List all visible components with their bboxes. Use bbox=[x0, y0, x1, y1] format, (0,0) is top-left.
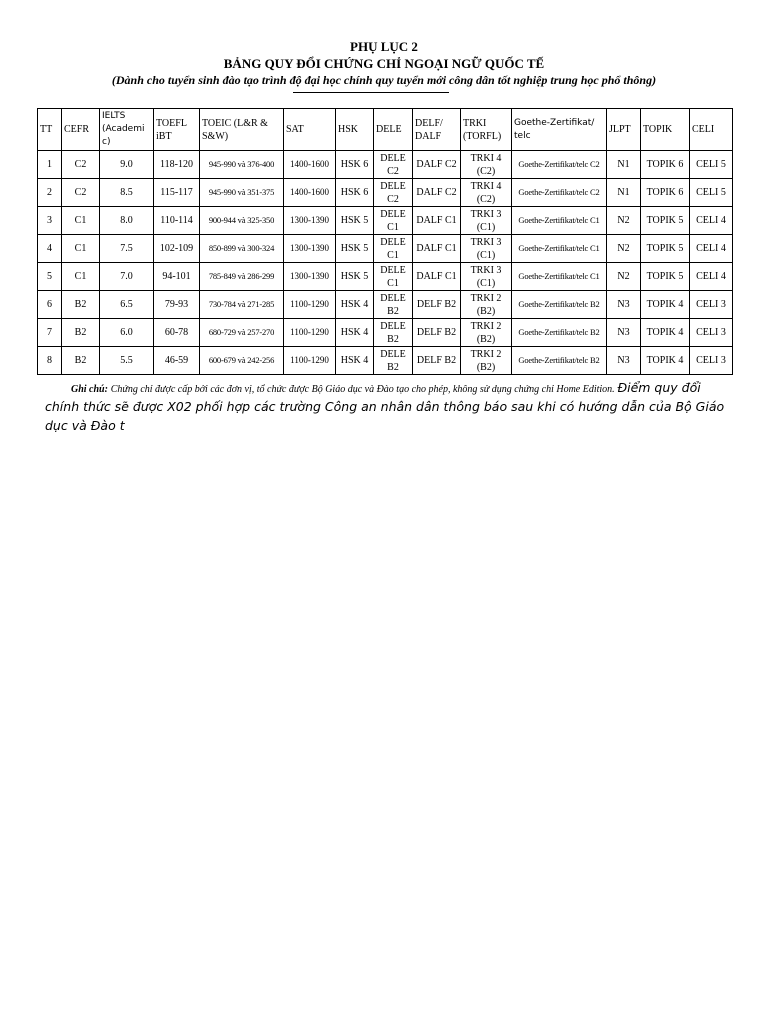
table-cell: 5.5 bbox=[100, 347, 154, 375]
table-cell: C2 bbox=[62, 151, 100, 179]
column-header: CEFR bbox=[62, 109, 100, 151]
table-cell: C2 bbox=[62, 179, 100, 207]
table-cell: DELE C2 bbox=[374, 151, 413, 179]
column-header: TOPIK bbox=[641, 109, 690, 151]
table-cell: 1400-1600 bbox=[284, 179, 336, 207]
table-cell: Goethe-Zertifikat/telc B2 bbox=[512, 291, 607, 319]
table-cell: 1100-1290 bbox=[284, 291, 336, 319]
table-cell: 1300-1390 bbox=[284, 235, 336, 263]
table-cell: 1100-1290 bbox=[284, 319, 336, 347]
table-cell: HSK 6 bbox=[336, 151, 374, 179]
table-cell: CELI 3 bbox=[690, 291, 733, 319]
table-cell: 8 bbox=[38, 347, 62, 375]
table-cell: N3 bbox=[607, 319, 641, 347]
table-cell: CELI 5 bbox=[690, 151, 733, 179]
table-cell: TOPIK 6 bbox=[641, 179, 690, 207]
table-cell: 8.5 bbox=[100, 179, 154, 207]
table-cell: Goethe-Zertifikat/telc C2 bbox=[512, 151, 607, 179]
table-cell: DALF C1 bbox=[413, 207, 461, 235]
table-cell: 945-990 và 351-375 bbox=[200, 179, 284, 207]
table-cell: 5 bbox=[38, 263, 62, 291]
table-cell: B2 bbox=[62, 291, 100, 319]
table-cell: HSK 5 bbox=[336, 263, 374, 291]
footnote bbox=[45, 379, 725, 436]
table-cell: TRKI 3 (C1) bbox=[461, 207, 512, 235]
table-cell: CELI 4 bbox=[690, 207, 733, 235]
table-cell: DELE B2 bbox=[374, 347, 413, 375]
table-cell: 1300-1390 bbox=[284, 263, 336, 291]
table-cell: HSK 4 bbox=[336, 319, 374, 347]
table-cell: 1100-1290 bbox=[284, 347, 336, 375]
table-cell: N3 bbox=[607, 347, 641, 375]
table-cell: CELI 3 bbox=[690, 319, 733, 347]
table-cell: C1 bbox=[62, 263, 100, 291]
table-cell: TOPIK 5 bbox=[641, 235, 690, 263]
table-cell: 730-784 và 271-285 bbox=[200, 291, 284, 319]
column-header: SAT bbox=[284, 109, 336, 151]
table-cell: 6.5 bbox=[100, 291, 154, 319]
page-title: BẢNG QUY ĐỔI CHỨNG CHỈ NGOẠI NGỮ QUỐC TẾ bbox=[223, 56, 545, 71]
table-cell: TRKI 4 (C2) bbox=[461, 179, 512, 207]
table-cell: 600-679 và 242-256 bbox=[200, 347, 284, 375]
table-cell: 7 bbox=[38, 319, 62, 347]
table-cell: DELE C1 bbox=[374, 207, 413, 235]
table-cell: CELI 4 bbox=[690, 235, 733, 263]
table-cell: 1300-1390 bbox=[284, 207, 336, 235]
table-cell: N1 bbox=[607, 151, 641, 179]
footnote-text: Chứng chỉ được cấp bởi các đơn vị, tổ chức được Bộ Giáo dục và Đào tạo cho phép, không sử dụng chứng chỉ Home Edition. bbox=[110, 384, 615, 395]
footnote-label: Ghi chú: bbox=[71, 384, 108, 395]
table-cell: 60-78 bbox=[154, 319, 200, 347]
table-row bbox=[38, 319, 733, 347]
table-header-row bbox=[38, 109, 733, 151]
table-cell: HSK 5 bbox=[336, 207, 374, 235]
column-header: DELE bbox=[374, 109, 413, 151]
table-cell: 900-944 và 325-350 bbox=[200, 207, 284, 235]
table-cell: TOPIK 6 bbox=[641, 151, 690, 179]
table-row bbox=[38, 151, 733, 179]
table-cell: DALF C1 bbox=[413, 235, 461, 263]
table-cell: TOPIK 5 bbox=[641, 207, 690, 235]
column-header: TOEFL iBT bbox=[154, 109, 200, 151]
table-cell: TRKI 3 (C1) bbox=[461, 263, 512, 291]
table-cell: Goethe-Zertifikat/telc B2 bbox=[512, 347, 607, 375]
table-cell: CELI 3 bbox=[690, 347, 733, 375]
table-row bbox=[38, 347, 733, 375]
column-header: CELI bbox=[690, 109, 733, 151]
table-cell: CELI 4 bbox=[690, 263, 733, 291]
table-cell: HSK 4 bbox=[336, 291, 374, 319]
table-cell: TOPIK 4 bbox=[641, 319, 690, 347]
column-header: HSK bbox=[336, 109, 374, 151]
table-cell: 2 bbox=[38, 179, 62, 207]
table-cell: 945-990 và 376-400 bbox=[200, 151, 284, 179]
table-cell: TRKI 3 (C1) bbox=[461, 235, 512, 263]
table-cell: 6.0 bbox=[100, 319, 154, 347]
table-cell: 7.0 bbox=[100, 263, 154, 291]
table-cell: 115-117 bbox=[154, 179, 200, 207]
table-cell: N2 bbox=[607, 263, 641, 291]
column-header: IELTS (Academi c) bbox=[100, 109, 154, 151]
table-cell: 1 bbox=[38, 151, 62, 179]
table-row bbox=[38, 179, 733, 207]
table-cell: DELE B2 bbox=[374, 291, 413, 319]
table-cell: TOPIK 4 bbox=[641, 347, 690, 375]
table-row bbox=[38, 235, 733, 263]
table-cell: 7.5 bbox=[100, 235, 154, 263]
table-cell: HSK 4 bbox=[336, 347, 374, 375]
title-underline bbox=[293, 92, 449, 93]
table-cell: 9.0 bbox=[100, 151, 154, 179]
table-cell: B2 bbox=[62, 319, 100, 347]
table-cell: DALF C2 bbox=[413, 179, 461, 207]
table-cell: DELF B2 bbox=[413, 291, 461, 319]
table-cell: TRKI 4 (C2) bbox=[461, 151, 512, 179]
table-cell: Goethe-Zertifikat/telc C2 bbox=[512, 179, 607, 207]
table-cell: CELI 5 bbox=[690, 179, 733, 207]
table-cell: TRKI 2 (B2) bbox=[461, 291, 512, 319]
table-cell: HSK 5 bbox=[336, 235, 374, 263]
table-cell: 8.0 bbox=[100, 207, 154, 235]
table-cell: 6 bbox=[38, 291, 62, 319]
column-header: Goethe-Zertifikat/ telc bbox=[512, 109, 607, 151]
table-cell: Goethe-Zertifikat/telc C1 bbox=[512, 263, 607, 291]
table-cell: DELF B2 bbox=[413, 319, 461, 347]
table-row bbox=[38, 263, 733, 291]
conversion-table bbox=[37, 108, 733, 375]
table-cell: 1400-1600 bbox=[284, 151, 336, 179]
table-cell: 102-109 bbox=[154, 235, 200, 263]
table-cell: 46-59 bbox=[154, 347, 200, 375]
table-cell: TRKI 2 (B2) bbox=[461, 347, 512, 375]
table-cell: 785-849 và 286-299 bbox=[200, 263, 284, 291]
table-row bbox=[38, 291, 733, 319]
table-cell: DALF C2 bbox=[413, 151, 461, 179]
column-header: DELF/ DALF bbox=[413, 109, 461, 151]
column-header: TT bbox=[38, 109, 62, 151]
table-cell: TRKI 2 (B2) bbox=[461, 319, 512, 347]
table-cell: C1 bbox=[62, 235, 100, 263]
table-cell: 94-101 bbox=[154, 263, 200, 291]
table-cell: Goethe-Zertifikat/telc B2 bbox=[512, 319, 607, 347]
footnote-text-continued: Điểm quy đổi chính thức sẽ được X02 phối hợp các trường Công an nhân dân thông báo sau khi có hướng dẫn của Bộ Giáo dục và Đào t bbox=[45, 380, 725, 433]
table-cell: DELE C1 bbox=[374, 235, 413, 263]
column-header: JLPT bbox=[607, 109, 641, 151]
table-cell: N3 bbox=[607, 291, 641, 319]
table-cell: DELE C2 bbox=[374, 179, 413, 207]
table-cell: 118-120 bbox=[154, 151, 200, 179]
table-cell: DALF C1 bbox=[413, 263, 461, 291]
table-cell: Goethe-Zertifikat/telc C1 bbox=[512, 207, 607, 235]
column-header: TOEIC (L&R & S&W) bbox=[200, 109, 284, 151]
table-cell: 4 bbox=[38, 235, 62, 263]
table-cell: TOPIK 4 bbox=[641, 291, 690, 319]
table-cell: B2 bbox=[62, 347, 100, 375]
table-cell: 110-114 bbox=[154, 207, 200, 235]
table-cell: 680-729 và 257-270 bbox=[200, 319, 284, 347]
table-cell: Goethe-Zertifikat/telc C1 bbox=[512, 235, 607, 263]
table-cell: 850-899 và 300-324 bbox=[200, 235, 284, 263]
table-cell: TOPIK 5 bbox=[641, 263, 690, 291]
table-cell: N1 bbox=[607, 179, 641, 207]
table-row bbox=[38, 207, 733, 235]
appendix-label: PHỤ LỤC 2 bbox=[350, 39, 418, 54]
table-cell: 79-93 bbox=[154, 291, 200, 319]
table-cell: C1 bbox=[62, 207, 100, 235]
table-cell: 3 bbox=[38, 207, 62, 235]
table-cell: HSK 6 bbox=[336, 179, 374, 207]
table-cell: DELE B2 bbox=[374, 319, 413, 347]
table-cell: N2 bbox=[607, 207, 641, 235]
table-cell: DELE C1 bbox=[374, 263, 413, 291]
column-header: TRKI (TORFL) bbox=[461, 109, 512, 151]
page-subtitle: (Dành cho tuyển sinh đào tạo trình độ đại học chính quy tuyển mới công dân tốt nghiệp trung học phổ thông) bbox=[111, 73, 657, 87]
table-cell: N2 bbox=[607, 235, 641, 263]
table-cell: DELF B2 bbox=[413, 347, 461, 375]
